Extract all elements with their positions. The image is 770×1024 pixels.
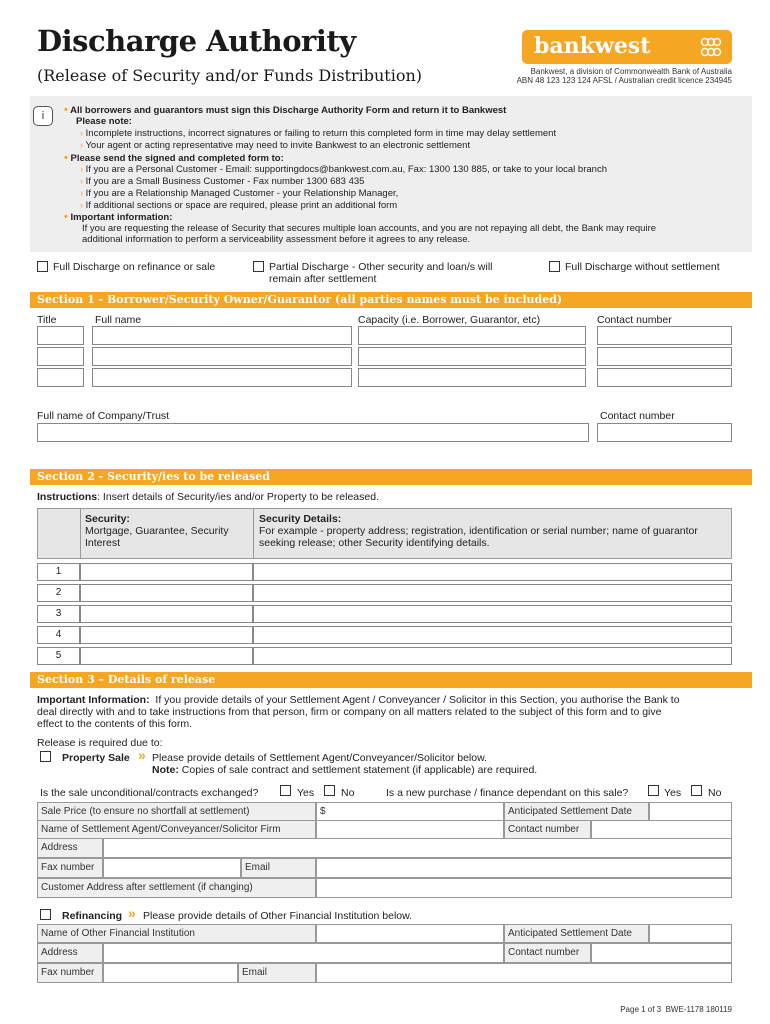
security-type-input-2[interactable] <box>80 584 253 602</box>
new-purchase-no-checkbox[interactable] <box>691 785 702 796</box>
ofi-name-label: Name of Other Financial Institution <box>37 924 316 943</box>
unconditional-yes-label: Yes <box>297 787 315 799</box>
contact-input-3[interactable] <box>597 368 732 387</box>
row-number-2: 2 <box>37 584 80 602</box>
customer-address-input[interactable] <box>316 878 732 898</box>
info-bullet-3: • Important information: <box>64 211 173 223</box>
unconditional-yes-checkbox[interactable] <box>280 785 291 796</box>
security-type-input-3[interactable] <box>80 605 253 623</box>
new-purchase-no-label: No <box>708 787 722 799</box>
partial-discharge-label-1: Partial Discharge - Other security and loan/s will <box>269 261 493 273</box>
refinancing-checkbox[interactable] <box>40 909 51 920</box>
chevron-double-icon: » <box>138 747 146 763</box>
info-important-1: If you are requesting the release of Security that secures multiple loan accounts, and you are not repaying all debt, the Bank may require <box>82 223 657 234</box>
customer-address-label: Customer Address after settlement (if changing) <box>37 878 316 898</box>
section-2-instructions: Instructions: Insert details of Security/ies and/or Property to be released. <box>37 491 379 503</box>
partial-discharge-label-2: remain after settlement <box>269 273 377 285</box>
page-footer <box>620 1005 732 1014</box>
refi-settlement-date-label: Anticipated Settlement Date <box>504 924 649 943</box>
full-discharge-refinance-label: Full Discharge on refinance or sale <box>53 261 216 273</box>
partial-discharge-checkbox[interactable] <box>253 261 264 272</box>
security-details-col-desc-1: For example - property address; registration, identification or serial number; name of guarantor <box>259 525 698 537</box>
full-discharge-no-settlement-label: Full Discharge without settlement <box>565 261 720 273</box>
unconditional-no-checkbox[interactable] <box>324 785 335 796</box>
info-bullet-2: • Please send the signed and completed form to: <box>64 152 284 164</box>
company-name-label: Full name of Company/Trust <box>37 410 170 422</box>
contact-input-2[interactable] <box>597 347 732 366</box>
full-name-input-3[interactable] <box>92 368 352 387</box>
info-send-2: › If you are a Small Business Customer - Fax number 1300 683 435 <box>80 176 365 187</box>
form-code: BWE-1178 180119 <box>665 1005 732 1014</box>
title-input-1[interactable] <box>37 326 84 345</box>
agent-contact-input[interactable] <box>591 820 732 839</box>
bank-legal-line-1: Bankwest, a division of Commonwealth Bank of Australia <box>530 67 732 76</box>
security-details-input-3[interactable] <box>253 605 732 623</box>
title-input-3[interactable] <box>37 368 84 387</box>
security-details-input-1[interactable] <box>253 563 732 581</box>
sale-price-input[interactable]: $ <box>316 802 504 821</box>
page-number: Page 1 of 3 <box>620 1005 662 1014</box>
security-col-heading: Security: <box>85 513 130 525</box>
title-input-2[interactable] <box>37 347 84 366</box>
row-number-4: 4 <box>37 626 80 644</box>
info-note-2: › Your agent or acting representative may need to invite Bankwest to an electronic settlement <box>80 140 471 151</box>
agent-fax-input[interactable] <box>103 858 241 878</box>
info-send-1: › If you are a Personal Customer - Email: supportingdocs@bankwest.com.au, Fax: 1300 130 885, or take to your local branch <box>80 164 607 175</box>
security-details-input-2[interactable] <box>253 584 732 602</box>
company-contact-label: Contact number <box>600 410 675 422</box>
bankwest-emblem-icon <box>698 34 724 60</box>
security-details-input-5[interactable] <box>253 647 732 665</box>
full-name-input-2[interactable] <box>92 347 352 366</box>
col-capacity-label: Capacity (i.e. Borrower, Guarantor, etc) <box>358 314 541 326</box>
security-details-col-heading: Security Details: <box>259 513 342 525</box>
ofi-fax-input[interactable] <box>103 963 238 983</box>
col-title-label: Title <box>37 314 57 326</box>
page-title: Discharge Authority <box>37 24 356 58</box>
full-name-input-1[interactable] <box>92 326 352 345</box>
full-discharge-no-settlement-checkbox[interactable] <box>549 261 560 272</box>
refinancing-desc: Please provide details of Other Financial Institution below. <box>143 910 413 922</box>
new-purchase-yes-checkbox[interactable] <box>648 785 659 796</box>
security-details-input-4[interactable] <box>253 626 732 644</box>
security-type-input-4[interactable] <box>80 626 253 644</box>
header-divider-2 <box>253 508 254 559</box>
chevron-double-icon-2: » <box>128 905 136 921</box>
important-info-line-1: Important Information: If you provide details of your Settlement Agent / Conveyancer / Solicitor in this Section, you authorise the Bank to <box>37 694 680 706</box>
info-important-2: additional information to perform a serviceability assessment before it agrees to any release. <box>82 234 471 245</box>
ofi-address-label: Address <box>37 943 103 963</box>
ofi-address-input[interactable] <box>103 943 504 963</box>
property-sale-label: Property Sale <box>62 752 130 764</box>
agent-address-label: Address <box>37 838 103 858</box>
agent-contact-label: Contact number <box>504 820 591 839</box>
property-sale-note: Note: Copies of sale contract and settlement statement (if applicable) are required. <box>152 764 538 776</box>
unconditional-question: Is the sale unconditional/contracts exchanged? <box>40 787 259 799</box>
agent-address-input[interactable] <box>103 838 732 858</box>
info-please-note: Please note: <box>76 116 132 127</box>
ofi-name-input[interactable] <box>316 924 504 943</box>
capacity-input-3[interactable] <box>358 368 586 387</box>
info-icon: i <box>33 106 53 126</box>
info-note-1: › Incomplete instructions, incorrect signatures or failing to return this completed form in time may delay settlement <box>80 128 557 139</box>
agent-email-label: Email <box>241 858 316 878</box>
section-2-heading: Section 2 - Security/ies to be released <box>30 469 752 485</box>
ofi-email-label: Email <box>238 963 316 983</box>
logo-text: bankwest <box>534 33 651 59</box>
row-number-3: 3 <box>37 605 80 623</box>
page-subtitle: (Release of Security and/or Funds Distribution) <box>37 66 423 85</box>
section-3-heading: Section 3 – Details of release <box>30 672 752 688</box>
bank-legal-line-2: ABN 48 123 123 124 AFSL / Australian credit licence 234945 <box>516 76 732 85</box>
security-col-desc-2: Interest <box>85 537 121 549</box>
bankwest-logo <box>522 30 732 64</box>
company-contact-input[interactable] <box>597 423 732 442</box>
header-divider-1 <box>80 508 81 559</box>
refi-settlement-date-input[interactable] <box>649 924 732 943</box>
ofi-fax-label: Fax number <box>37 963 103 983</box>
unconditional-no-label: No <box>341 787 355 799</box>
ofi-contact-input[interactable] <box>591 943 732 963</box>
security-details-col-desc-2: seeking release; other Security identifying details. <box>259 537 490 549</box>
security-type-input-1[interactable] <box>80 563 253 581</box>
release-due-label: Release is required due to: <box>37 737 163 749</box>
security-col-desc-1: Mortgage, Guarantee, Security <box>85 525 229 537</box>
info-bullet-1: • All borrowers and guarantors must sign this Discharge Authority Form and return it to Bankwest <box>64 104 507 116</box>
company-name-input[interactable] <box>37 423 589 442</box>
important-info-line-3: effect to the contents of this form. <box>37 718 193 730</box>
capacity-input-1[interactable] <box>358 326 586 345</box>
new-purchase-yes-label: Yes <box>664 787 682 799</box>
sale-settlement-date-label: Anticipated Settlement Date <box>504 802 649 821</box>
agent-email-input[interactable] <box>316 858 732 878</box>
info-send-4: › If additional sections or space are required, please print an additional form <box>80 200 398 211</box>
row-number-5: 5 <box>37 647 80 665</box>
sale-price-label: Sale Price (to ensure no shortfall at settlement) <box>37 802 316 821</box>
security-type-input-5[interactable] <box>80 647 253 665</box>
full-discharge-refinance-checkbox[interactable] <box>37 261 48 272</box>
section-1-heading: Section 1 - Borrower/Security Owner/Guarantor (all parties names must be included) <box>30 292 752 308</box>
ofi-contact-label: Contact number <box>504 943 591 963</box>
col-full-name-label: Full name <box>95 314 142 326</box>
property-sale-checkbox[interactable] <box>40 751 51 762</box>
refinancing-label: Refinancing <box>62 910 123 922</box>
property-sale-desc: Please provide details of Settlement Agent/Conveyancer/Solicitor below. <box>152 752 488 764</box>
new-purchase-question: Is a new purchase / finance dependant on this sale? <box>386 787 629 799</box>
agent-fax-label: Fax number <box>37 858 103 878</box>
agent-name-label: Name of Settlement Agent/Conveyancer/Solicitor Firm <box>37 820 316 839</box>
ofi-email-input[interactable] <box>316 963 732 983</box>
sale-settlement-date-input[interactable] <box>649 802 732 821</box>
row-number-1: 1 <box>37 563 80 581</box>
info-send-3: › If you are a Relationship Managed Customer - your Relationship Manager, <box>80 188 399 199</box>
contact-input-1[interactable] <box>597 326 732 345</box>
capacity-input-2[interactable] <box>358 347 586 366</box>
important-info-line-2: deal directly with and to take instructions from that person, firm or company on all matters related to the subject of this form and to give <box>37 706 662 718</box>
col-contact-label: Contact number <box>597 314 672 326</box>
agent-name-input[interactable] <box>316 820 504 839</box>
